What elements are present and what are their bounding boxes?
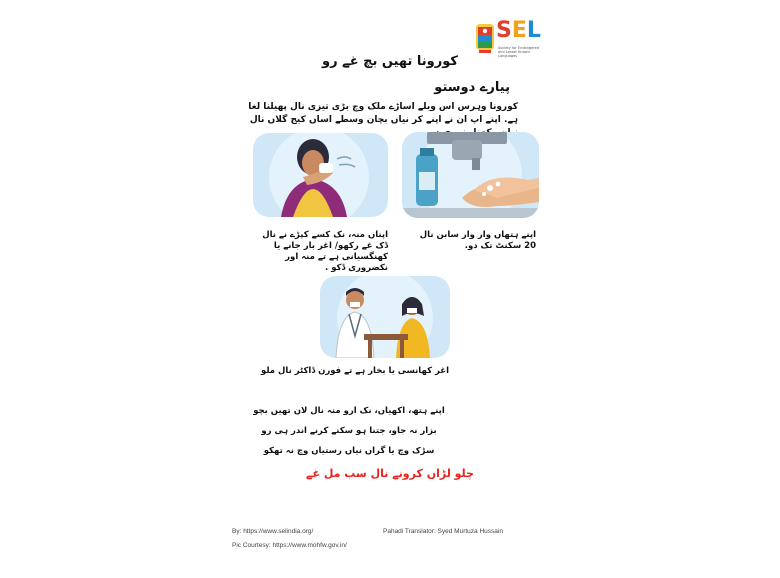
sel-logo-text <box>496 18 541 43</box>
sel-emblem-icon <box>474 22 496 55</box>
doctor-illustration <box>320 276 450 358</box>
tip-line: اپنے ہتھ، اکھیاں، نک ارو منہ نال لان تھیں بچو <box>253 406 445 416</box>
handwash-caption: اپنے ہتھاں وار وار سابن نال 20 سکنٹ تک دو. <box>419 230 536 251</box>
doctor-caption: اغر کھانسی یا بخار ہے تے فورن ڈاکٹر نال ملو <box>260 366 449 376</box>
translator-credit: Pahadi Translator: Syed Murtuza Hussain <box>383 528 503 535</box>
logo-tagline: Society for Endangered and Lesser Known Languages <box>498 46 540 58</box>
tip-line: بزار نہ جاو، جتنا ہو سکنے کرنے اندر ہی رو <box>261 426 437 436</box>
sel-logo <box>474 18 541 58</box>
tip-line: سڑک وچ یا گراں نیاں رستیاں وچ نہ تھکو <box>263 446 435 456</box>
picture-credit: Pic Courtesy: https://www.mohfw.gov.in/ <box>232 542 347 549</box>
slogan: چلو لڑاں کرونے نال سب مل غے <box>306 467 474 480</box>
page-title: کورونا تھیں بچ غے رو <box>322 54 458 69</box>
logo-letter-s: S <box>496 18 512 43</box>
logo-letter-e: E <box>511 18 527 43</box>
source-credit: By: https://www.selindia.org/ <box>232 528 314 535</box>
intro-paragraph: کورونا وہرس اس ویلے اساڑے ملک وچ بڑی تیزی نال پھیلنا لغا ہے. اپنے اپ ان نے اپنے کر نیاں بچان وسطے اساں کیج گلاں نال <box>248 102 518 125</box>
cough-illustration <box>253 133 388 217</box>
handwash-illustration <box>402 132 539 218</box>
cough-caption: اپناں منہ، نک کسے کپڑے نے نال ڈک غے رکھو/ اغر بار جانے یا کھنگسیانی ہے تے منہ اور نکضروری ڈکو . <box>262 230 388 273</box>
greeting-heading: پیارے دوستو <box>434 80 510 95</box>
logo-letter-l: L <box>526 18 541 43</box>
